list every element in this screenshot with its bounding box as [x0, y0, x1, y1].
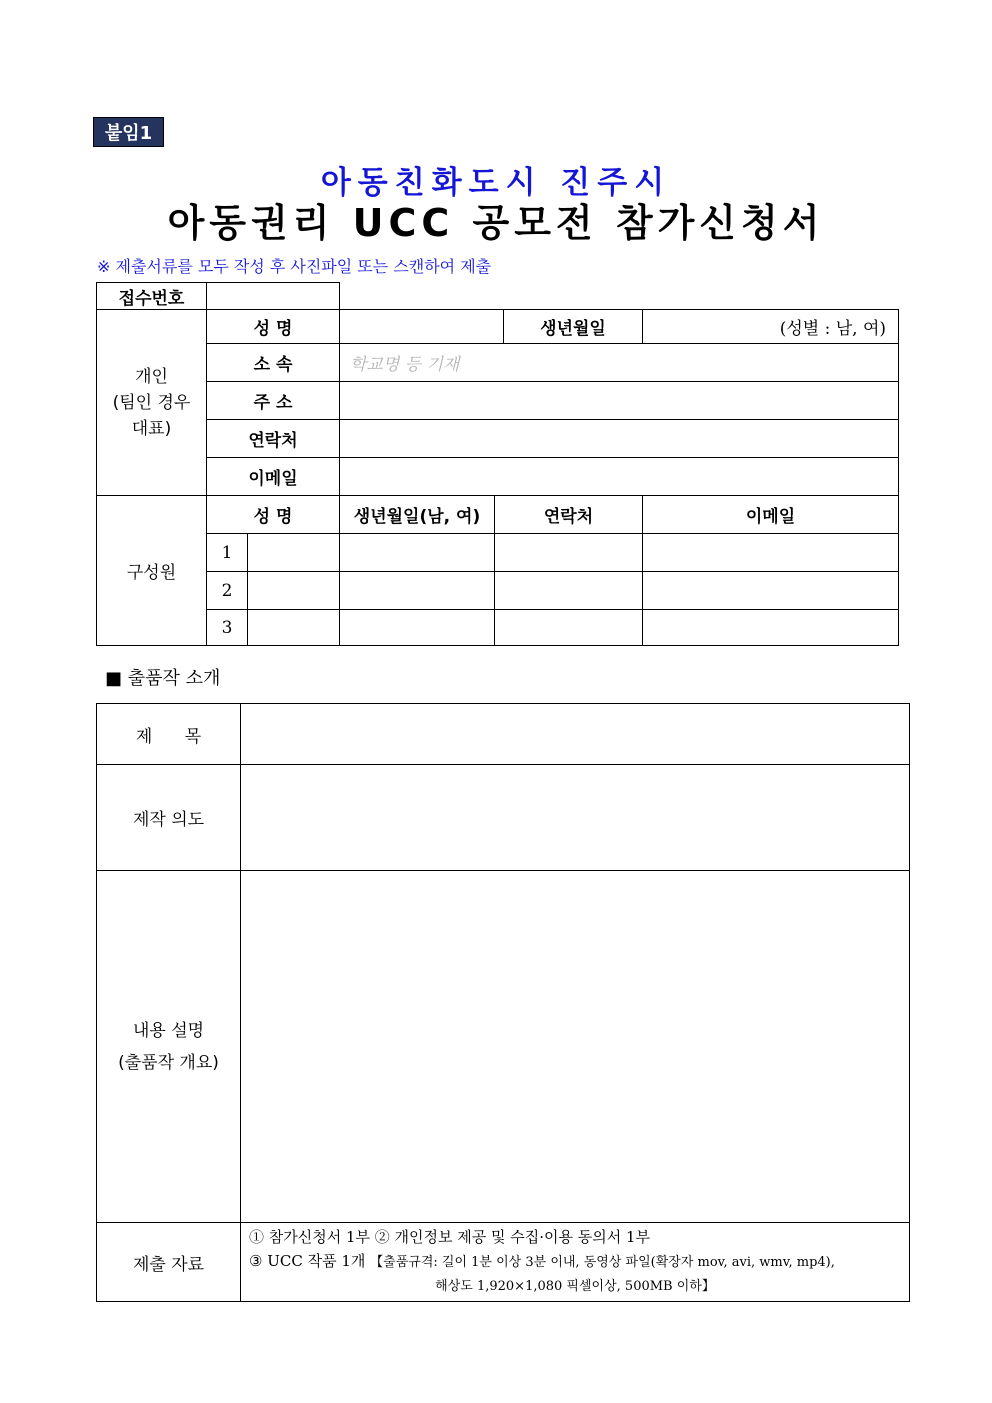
name-label: 성 명	[207, 310, 340, 344]
address-label: 주 소	[207, 382, 340, 420]
description-label: 내용 설명 (출품작 개요)	[97, 871, 241, 1223]
table-row	[97, 572, 899, 610]
member-email-field[interactable]	[643, 610, 899, 646]
intent-label: 제작 의도	[97, 765, 241, 871]
receipt-number-field[interactable]	[207, 283, 340, 310]
member-contact-field[interactable]	[495, 534, 643, 572]
gender-field[interactable]: (성별 : 남, 여)	[643, 310, 899, 344]
entry-table	[96, 703, 910, 1302]
subtitle: 아동친화도시 진주시	[320, 165, 672, 201]
affiliation-field[interactable]: 학교명 등 기재	[340, 344, 899, 382]
members-label: 구성원	[97, 496, 207, 646]
member-contact-field[interactable]	[495, 610, 643, 646]
member-name-field[interactable]	[248, 610, 340, 646]
member-birth-header: 생년월일(남, 여)	[340, 496, 495, 534]
table-row	[97, 534, 899, 572]
member-email-header: 이메일	[643, 496, 899, 534]
section-title: ■ 출품작 소개	[105, 668, 221, 689]
member-birth-field[interactable]	[340, 534, 495, 572]
member-contact-field[interactable]	[495, 572, 643, 610]
member-name-header: 성 명	[207, 496, 340, 534]
address-field[interactable]	[340, 382, 899, 420]
entry-title-field[interactable]	[241, 704, 910, 765]
member-contact-header: 연락처	[495, 496, 643, 534]
blank-cell	[340, 283, 899, 310]
table-row	[97, 610, 899, 646]
contact-label: 연락처	[207, 420, 340, 458]
documents-list: ① 참가신청서 1부 ② 개인정보 제공 및 수집·이용 동의서 1부 ③ UCC 작품 1개 【출품규격: 길이 1분 이상 3분 이내, 동영상 파일(확장자 mov, avi, wmv, mp4), 해상도 1,920×1,080 픽셀이상, 500MB 이하】	[241, 1223, 910, 1302]
member-birth-field[interactable]	[340, 572, 495, 610]
member-row-number: 2	[207, 572, 248, 610]
member-row-number: 1	[207, 534, 248, 572]
member-name-field[interactable]	[248, 572, 340, 610]
receipt-number-label: 접수번호	[97, 283, 207, 310]
email-label: 이메일	[207, 458, 340, 496]
intent-field[interactable]	[241, 765, 910, 871]
member-birth-field[interactable]	[340, 610, 495, 646]
entry-title-label: 제 목	[97, 704, 241, 765]
attachment-badge: 붙임1	[93, 117, 164, 147]
applicant-table	[96, 282, 899, 646]
page-title: 아동권리 UCC 공모전 참가신청서	[167, 201, 825, 245]
contact-field[interactable]	[340, 420, 899, 458]
individual-label: 개인 (팀인 경우 대표)	[97, 310, 207, 496]
submission-note: ※ 제출서류를 모두 작성 후 사진파일 또는 스캔하여 제출	[97, 257, 492, 276]
member-email-field[interactable]	[643, 572, 899, 610]
affiliation-label: 소 속	[207, 344, 340, 382]
documents-label: 제출 자료	[97, 1223, 241, 1302]
birth-label: 생년월일	[504, 310, 643, 344]
description-field[interactable]	[241, 871, 910, 1223]
email-field[interactable]	[340, 458, 899, 496]
member-row-number: 3	[207, 610, 248, 646]
member-name-field[interactable]	[248, 534, 340, 572]
member-email-field[interactable]	[643, 534, 899, 572]
name-field[interactable]	[340, 310, 504, 344]
